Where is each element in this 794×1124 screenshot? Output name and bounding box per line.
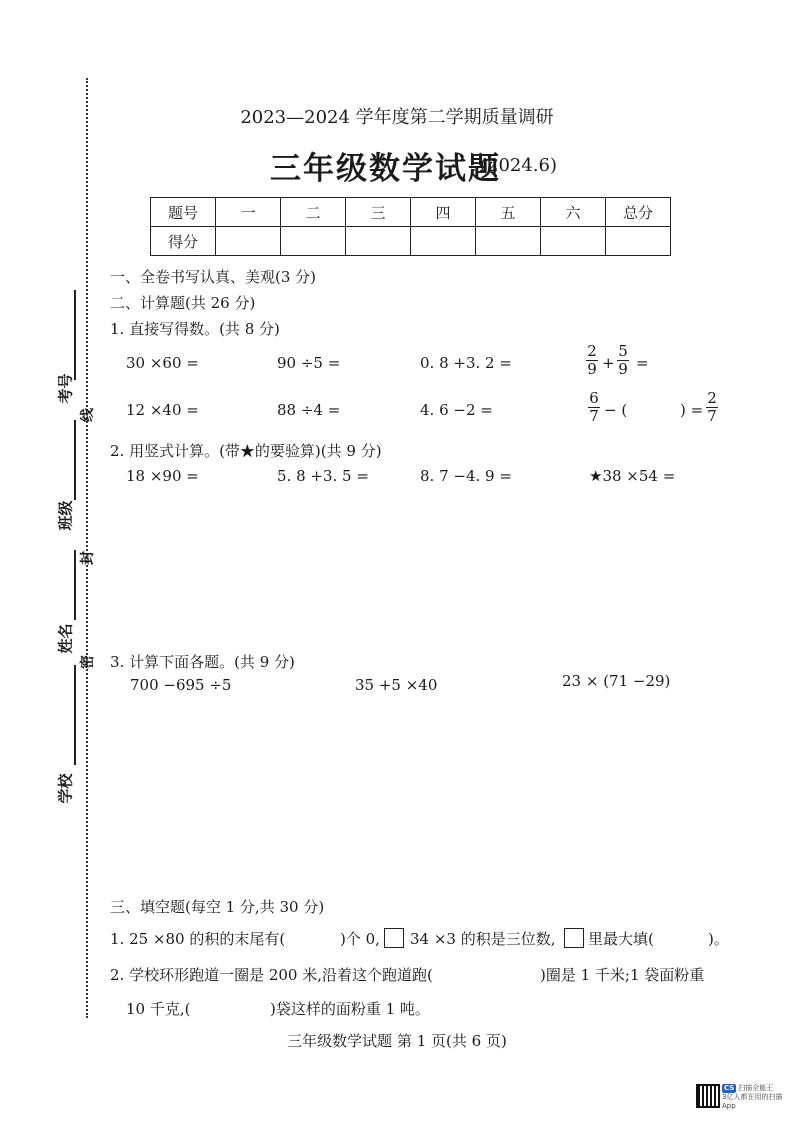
binding-dotted-line — [86, 78, 88, 1018]
score-input-cell[interactable] — [281, 227, 346, 256]
section3-title: 三、填空题(每空 1 分,共 30 分) — [110, 898, 325, 916]
numerator: 5 — [618, 342, 628, 360]
school-label: 学校 — [56, 773, 75, 804]
fraction-6-7 — [588, 390, 600, 425]
fraction-2-7 — [706, 390, 718, 425]
numerator: 2 — [587, 342, 597, 360]
score-table-score-row — [151, 227, 671, 256]
score-row-label: 得分 — [151, 227, 216, 256]
score-cell: 总分 — [606, 198, 671, 227]
denominator: 9 — [618, 360, 628, 378]
fill-q1-part-e: )。 — [708, 930, 729, 948]
denominator: 7 — [707, 407, 717, 425]
class-line — [74, 420, 76, 500]
score-input-cell[interactable] — [411, 227, 476, 256]
score-cell: 题号 — [151, 198, 216, 227]
exam-title: 三年级数学试题 — [270, 151, 501, 187]
fill-q1-part-d: 里最大填( — [588, 930, 654, 948]
numerator: 2 — [707, 389, 717, 407]
q1-item-1: 30 ×60 = — [126, 354, 199, 372]
score-input-cell[interactable] — [216, 227, 281, 256]
section2-title: 二、计算题(共 26 分) — [110, 294, 256, 312]
scanner-watermark — [722, 1084, 794, 1111]
exam-subtitle: 2023—2024 学年度第二学期质量调研 — [240, 107, 554, 128]
score-input-cell[interactable] — [476, 227, 541, 256]
fill-q2-part-b: )圈是 1 千米;1 袋面粉重 — [540, 966, 705, 984]
score-cell: 二 — [281, 198, 346, 227]
plus-sign: + — [602, 354, 615, 372]
fill-q2-part-d: )袋这样的面粉重 1 吨。 — [270, 1000, 430, 1018]
exam-date: (2024.6) — [480, 155, 558, 176]
q1-item-3: 0. 8 +3. 2 = — [420, 354, 512, 372]
seal-seal-char: 封 — [80, 551, 96, 565]
denominator: 7 — [589, 407, 599, 425]
minus-open-paren: − ( — [604, 401, 628, 419]
q1-title: 1. 直接写得数。(共 8 分) — [110, 320, 280, 338]
seal-line-char: 线 — [80, 408, 96, 422]
scanner-app-name: 扫描全能王 — [738, 1084, 774, 1092]
exam-number-label: 考号 — [56, 373, 75, 404]
scanner-tagline: 3亿人都在用的扫描App — [722, 1093, 783, 1110]
section1-title: 一、全卷书写认真、美观(3 分) — [110, 268, 317, 286]
fill-q1-part-a: 1. 25 ×80 的积的末尾有( — [110, 930, 286, 948]
answer-paren-close: ) = — [680, 401, 704, 419]
numerator: 6 — [589, 389, 599, 407]
q2-item-2: 5. 8 +3. 5 = — [277, 467, 369, 485]
q2-item-4: ★38 ×54 = — [589, 467, 676, 485]
digit-box[interactable] — [384, 928, 404, 948]
scanner-logo-icon: CS — [724, 1084, 735, 1092]
score-input-cell[interactable] — [346, 227, 411, 256]
score-cell: 一 — [216, 198, 281, 227]
fill-q2-part-a: 2. 学校环形跑道一圈是 200 米,沿着这个跑道跑( — [110, 966, 433, 984]
fraction-5-9 — [617, 343, 629, 378]
score-cell: 三 — [346, 198, 411, 227]
fill-q2-part-c: 10 千克,( — [126, 1000, 191, 1018]
school-line — [74, 665, 76, 765]
fraction-2-9 — [586, 343, 598, 378]
fill-q1-part-b: )个 0, — [340, 930, 380, 948]
name-line — [74, 550, 76, 620]
score-table — [150, 197, 671, 256]
q1-item-5: 12 ×40 = — [126, 401, 199, 419]
score-cell: 五 — [476, 198, 541, 227]
exam-number-line — [74, 290, 76, 380]
name-label: 姓名 — [56, 623, 75, 654]
q2-item-3: 8. 7 −4. 9 = — [420, 467, 512, 485]
q3-item-1: 700 −695 ÷5 — [130, 676, 232, 694]
q2-title: 2. 用竖式计算。(带★的要验算)(共 9 分) — [110, 442, 382, 460]
denominator: 9 — [587, 360, 597, 378]
seal-secret-char: 密 — [80, 655, 96, 669]
q1-item-2: 90 ÷5 = — [277, 354, 341, 372]
qr-code-icon — [696, 1084, 720, 1108]
q1-item-7: 4. 6 −2 = — [420, 401, 493, 419]
q2-item-1: 18 ×90 = — [126, 467, 199, 485]
fill-q1-part-c: 34 ×3 的积是三位数, — [410, 930, 556, 948]
score-input-cell[interactable] — [606, 227, 671, 256]
q3-item-2: 35 +5 ×40 — [355, 676, 438, 694]
score-cell: 四 — [411, 198, 476, 227]
page-footer: 三年级数学试题 第 1 页(共 6 页) — [287, 1032, 507, 1050]
q1-item-6: 88 ÷4 = — [277, 401, 341, 419]
digit-box[interactable] — [564, 928, 584, 948]
q3-title: 3. 计算下面各题。(共 9 分) — [110, 653, 295, 671]
score-input-cell[interactable] — [541, 227, 606, 256]
score-table-header-row — [151, 198, 671, 227]
equals-sign: = — [636, 354, 649, 372]
score-cell: 六 — [541, 198, 606, 227]
class-label: 班级 — [56, 500, 75, 531]
q3-item-3: 23 × (71 −29) — [562, 672, 671, 690]
